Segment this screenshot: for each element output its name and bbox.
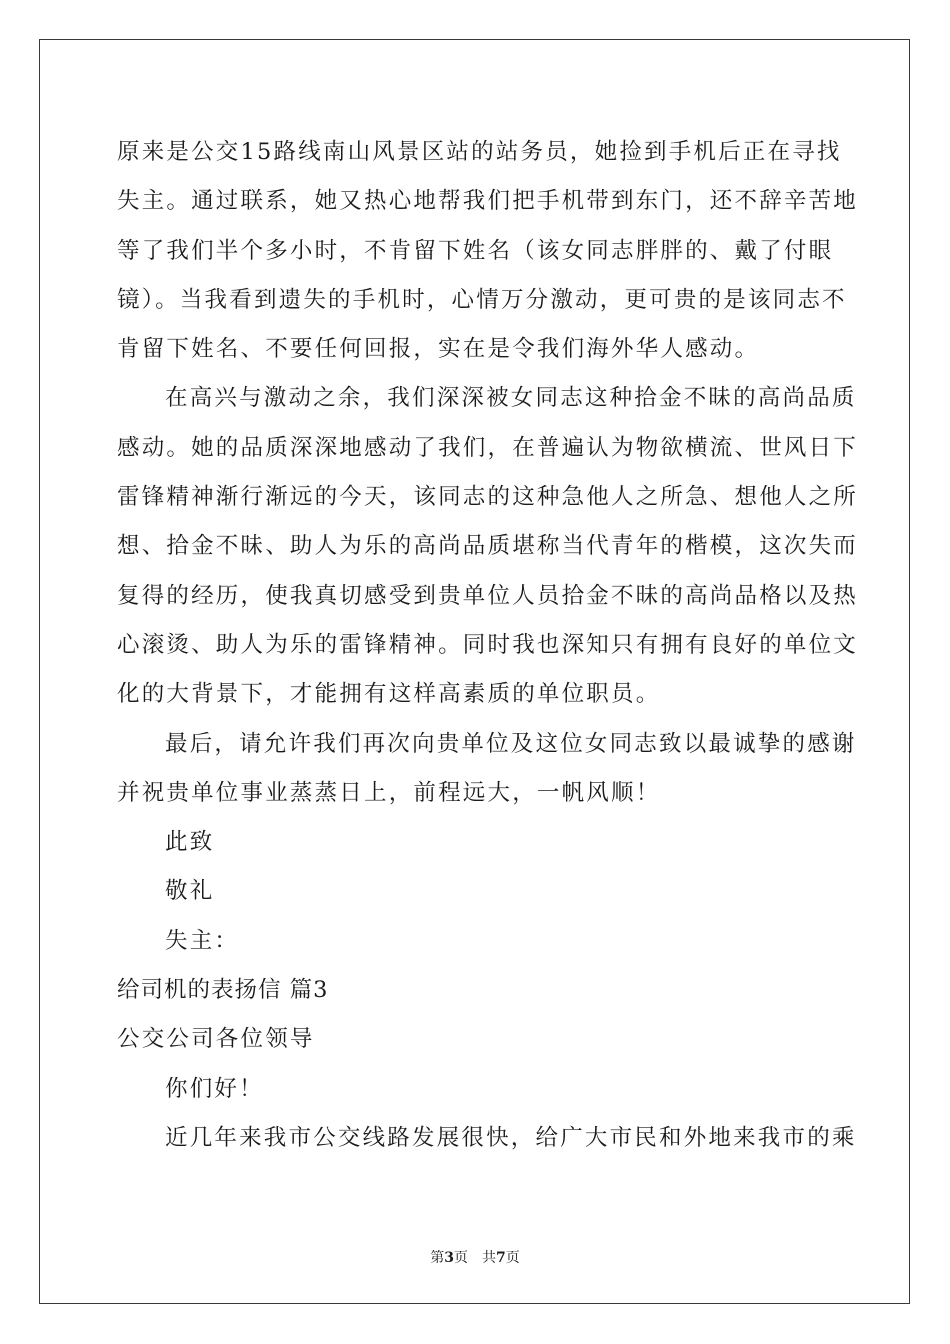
page-suffix: 页 [454,1250,468,1266]
text-line: 失主。通过联系，她又热心地帮我们把手机带到东门，还不辞辛苦地 [117,188,859,215]
page-footer [0,1247,950,1267]
text-line: 原来是公交15路线南山风景区站的站务员，她捡到手机后正在寻找 [117,139,842,165]
page-total: 7 [496,1250,506,1266]
text-line: 雷锋精神渐行渐远的今天，该同志的这种急他人之所急、想他人之所 [117,484,859,511]
total-prefix: 共 [482,1250,496,1266]
text-line: 近几年来我市公交线路发展很快，给广大市民和外地来我市的乘 [165,1124,857,1151]
text-line: 想、拾金不昧、助人为乐的高尚品质堪称当代青年的楷模，这次失而 [117,533,859,560]
text-line: 镜）。当我看到遗失的手机时，心情万分激动，更可贵的是该同志不 [117,286,847,313]
greeting-line: 你们好！ [165,1075,264,1102]
document-body [117,128,859,1163]
text-line: 复得的经历，使我真切感受到贵单位人员拾金不昧的高尚品格以及热 [117,582,859,609]
text-line: 并祝贵单位事业蒸蒸日上，前程远大，一帆风顺！ [117,779,661,806]
signature: 失主： [165,927,240,954]
page-prefix: 第 [430,1250,445,1266]
text-line: 化的大背景下，才能拥有这样高素质的单位职员。 [117,681,661,708]
total-suffix: 页 [505,1250,520,1266]
page-current: 3 [444,1250,454,1266]
text-line: 等了我们半个多小时，不肯留下姓名（该女同志胖胖的、戴了付眼 [117,237,834,264]
closing-salute: 此致 [165,829,215,856]
text-line: 最后，请允许我们再次向贵单位及这位女同志致以最诚挚的感谢 [165,730,857,757]
closing-regards: 敬礼 [165,878,215,905]
text-line: 在高兴与激动之余，我们深深被女同志这种拾金不昧的高尚品质 [165,385,857,412]
recipient-line: 公交公司各位领导 [117,1026,315,1053]
text-line: 心滚烫、助人为乐的雷锋精神。同时我也深知只有拥有良好的单位文 [117,631,859,658]
text-line: 肯留下姓名、不要任何回报，实在是令我们海外华人感动。 [117,336,760,363]
text-line: 感动。她的品质深深地感动了我们，在普遍认为物欲横流、世风日下 [117,434,859,461]
section-heading: 给司机的表扬信 篇3 [117,977,329,1004]
